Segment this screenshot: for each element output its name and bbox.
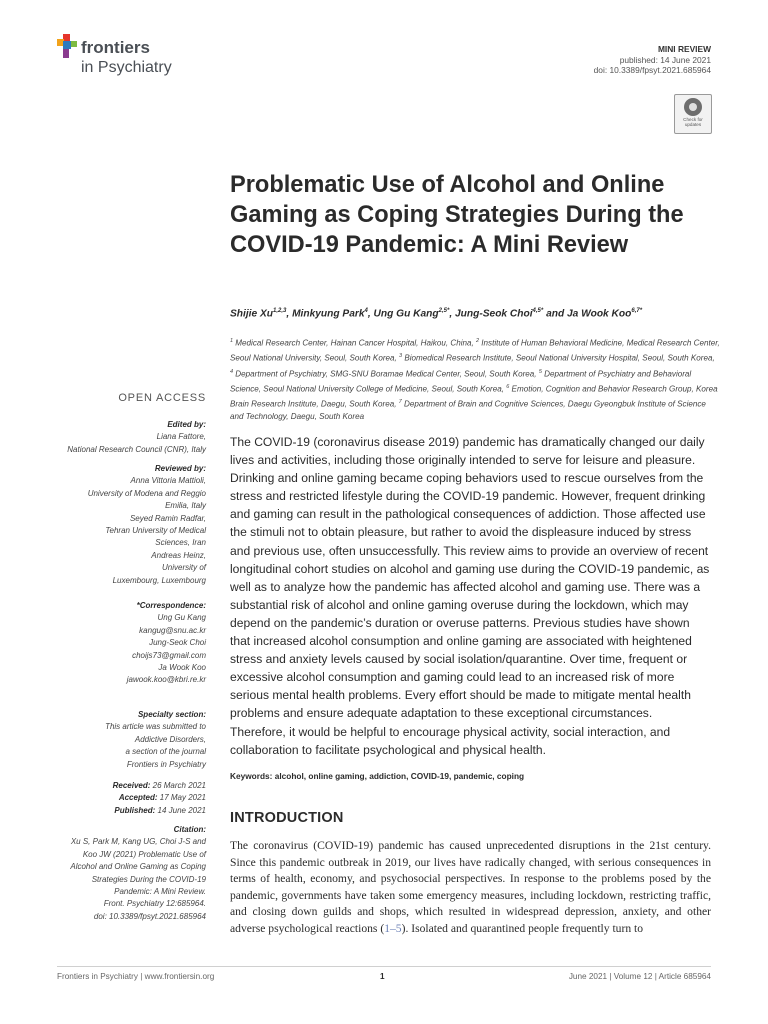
introduction-heading: INTRODUCTION [230,810,344,826]
citation-line: Xu S, Park M, Kang UG, Choi J-S and [70,837,206,847]
specialty-line: a section of the journal [125,747,206,757]
check-updates-line2: updates [684,122,702,127]
author-separator: , [449,308,455,320]
reviewed-by-section [52,463,206,587]
affiliation-text: Medical Research Center, Hainan Cancer Hospital, Haikou, China, [233,338,476,348]
affiliation-text: Department of Psychiatry and Behavioral Science, Seoul National University College of Medicine, Seoul, South Korea, [230,369,692,394]
published-value: 14 June 2021 [155,805,206,815]
editor-line: Liana Fattore, [156,432,206,442]
citation-link[interactable]: 1–5 [384,921,402,935]
author-name[interactable]: Jung-Seok Choi [455,308,533,320]
affiliation-sup: 6 [506,383,510,390]
edited-by-label: Edited by: [167,420,206,429]
check-updates-icon [684,98,702,116]
article-type: MINI REVIEW [657,44,711,54]
citation-label: Citation: [173,825,206,834]
accepted-label: Accepted: [118,793,158,803]
author-name[interactable]: Ung Gu Kang [373,308,439,320]
dates-section [52,780,206,817]
correspondent-name: Ja Wook Koo [158,663,206,673]
footer-divider [57,966,711,967]
author-separator: , [286,308,293,320]
author-name[interactable]: Shijie Xu [230,308,274,320]
journal-subtitle: in Psychiatry [81,59,172,76]
published-label: Published: [114,805,156,815]
footer-issue: June 2021 | Volume 12 | Article 685964 [568,972,711,981]
correspondent-email-link[interactable]: kangug@snu.ac.kr [139,625,206,635]
correspondent-email-link[interactable]: jawook.koo@kbri.re.kr [126,675,206,685]
published-date: published: 14 June 2021 [619,54,711,65]
affiliation-text: Institute of Human Behavioral Medicine, Medical Research Center, Seoul National University, Seoul, South Korea, [230,338,720,363]
received-value: 26 March 2021 [150,781,206,790]
reviewer-line: Luxembourg, Luxembourg [112,575,206,585]
affiliation-sup: 3 [399,353,403,360]
published-date-side [52,805,206,817]
author-name[interactable]: Ja Wook Koo [567,308,632,320]
citation-line: Strategies During the COVID-19 [91,874,206,884]
reviewer-line: Anna Vittoria Mattioli, [130,476,206,486]
author-separator: , [367,308,374,320]
author-separator: and [543,308,568,320]
author-affiliation-sup: 1,2,3 [273,308,287,314]
reviewer-line: Seyed Ramin Radfar, [129,513,206,523]
affiliation-text: Biomedical Research Institute, Seoul National University Hospital, Seoul, South Korea, [402,353,715,363]
article-header [594,44,711,76]
correspondence-label: *Correspondence: [136,601,206,610]
editor-line: National Research Council (CNR), Italy [67,444,206,454]
frontiers-logo-icon [57,34,79,60]
affiliation-text: Department of Brain and Cognitive Sciences, Daegu Gyeongbuk Institute of Science and Technology, Daegu, South Korea [230,399,706,422]
open-access-label: OPEN ACCESS [118,392,206,404]
received-date [52,780,206,792]
reviewer-line: University of [161,563,206,573]
accepted-value: 17 May 2021 [157,793,206,803]
affiliation-sup: 7 [398,399,402,406]
article-doi[interactable]: doi: 10.3389/fpsyt.2021.685964 [593,65,711,75]
abstract-text: The COVID-19 (coronavirus disease 2019) pandemic has dramatically changed our daily lives and activities, including those originally intended to serve for leisure and pleasure. Drinking and online gaming became coping behaviors used to rescue ourselves from the stress and restricted lifestyle during the COVID-19 pandemic. However, frequent drinking and gaming can result in the pathological consequences of addiction. Those affected use the stimuli not to obtain pleasure, but rather to avoid the displeasure induced by stress and previous use, often unsuccessfully. This review aims to provide an overview of recent longitudinal cohort studies on alcohol and gaming use during the COVID-19 pandemic, as well as to analyze how the pandemic has affected alcohol and gaming use. There was a substantial risk of alcohol and online gaming overuse during the lockdown, which may depend on the pandemic’s duration or overuse patterns. Previous studies have shown that increased alcohol consumption and online gaming are associated with heightened stress and anxiety levels caused by social isolation/quarantine. Over time, frequent or excessive alcohol consumption and gaming could lead to an increased risk of more serious mental health problems. Every effort should be made to mitigate mental health problems and ensure adequate adaptation to these exceptional circumstances. Therefore, it would be helpful to encourage physical activity, social interaction, and collaboration to facilitate psychological and physical health. [230,435,710,757]
journal-logo [57,32,197,78]
affiliation-sup: 4 [230,368,234,375]
citation-line: Alcohol and Online Gaming as Coping [70,862,206,872]
introduction-text [230,838,711,938]
affiliation-text: Department of Psychiatry, SMG-SNU Boramae Medical Center, Seoul, South Korea, [233,369,539,379]
citation-line: Front. Psychiatry 12:685964. [103,899,206,909]
received-label: Received: [112,781,151,790]
check-for-updates-button[interactable] [674,94,712,134]
page-number: 1 [380,972,385,981]
reviewer-line: Emilia, Italy [165,501,206,511]
citation-section [52,824,206,923]
specialty-section [52,709,206,771]
citation-line: Pandemic: A Mini Review. [114,887,206,897]
journal-brand: frontiers [81,38,150,57]
affiliation-sup: 2 [476,338,480,344]
article-title: Problematic Use of Alcohol and Online Gaming as Coping Strategies During the COVID-19 Pandemic: A Mini Review [230,172,684,258]
citation-doi-link[interactable]: doi: 10.3389/fpsyt.2021.685964 [93,911,206,921]
footer-journal[interactable]: Frontiers in Psychiatry | www.frontiersin.org [57,972,215,981]
author-affiliation-sup: 4,5* [532,308,544,314]
reviewer-line: Andreas Heinz, [151,550,206,560]
affiliation-sup: 5 [538,368,542,375]
correspondence-section [52,600,206,687]
specialty-line: Addictive Disorders, [134,734,206,744]
author-affiliation-sup: 2,5* [438,308,450,314]
edited-by-section [52,419,206,456]
reviewer-line: University of Modena and Reggio [87,488,206,498]
correspondent-name: Jung-Seok Choi [149,638,206,648]
author-name[interactable]: Minkyung Park [292,308,365,320]
intro-text-part: ). Isolated and quarantined people frequently turn to [401,921,644,935]
reviewed-by-label: Reviewed by: [154,464,206,473]
reviewer-line: Tehran University of Medical [105,526,206,536]
affiliations [230,335,720,424]
accepted-date [52,792,206,804]
author-list [230,308,720,319]
specialty-label: Specialty section: [137,710,206,719]
specialty-line: This article was submitted to [105,722,206,732]
intro-text-part: The coronavirus (COVID-19) pandemic has caused unprecedented disruptions in the 21st century. Since this pandemic outbreak in 2019, our lives have radically changed, with serious consequences in terms of health, economy, and psychosocial perspectives. In response to the problems posed by the pandemic, governments have taken some emergency measures, including lockdown, restricting traffic, and closing down guilds and shops, which resulted in widespread depression, anxiety, and other adverse psychological reactions ( [230,839,711,935]
reviewer-line: Sciences, Iran [155,538,206,548]
correspondent-name: Ung Gu Kang [157,613,206,623]
specialty-line: Frontiers in Psychiatry [126,759,206,769]
correspondent-email-link[interactable]: choijs73@gmail.com [132,650,206,660]
citation-line: Koo JW (2021) Problematic Use of [82,849,206,859]
affiliation-sup: 1 [230,338,234,344]
author-affiliation-sup: 4 [364,308,368,314]
author-affiliation-sup: 6,7* [631,308,643,314]
keywords: Keywords: alcohol, online gaming, addiction, COVID-19, pandemic, coping [230,771,525,781]
check-updates-line1: Check for [683,117,703,122]
affiliation-text: Emotion, Cognition and Behavior Research Group, Korea Brain Research Institute, Daegu, South Korea, [230,384,718,409]
